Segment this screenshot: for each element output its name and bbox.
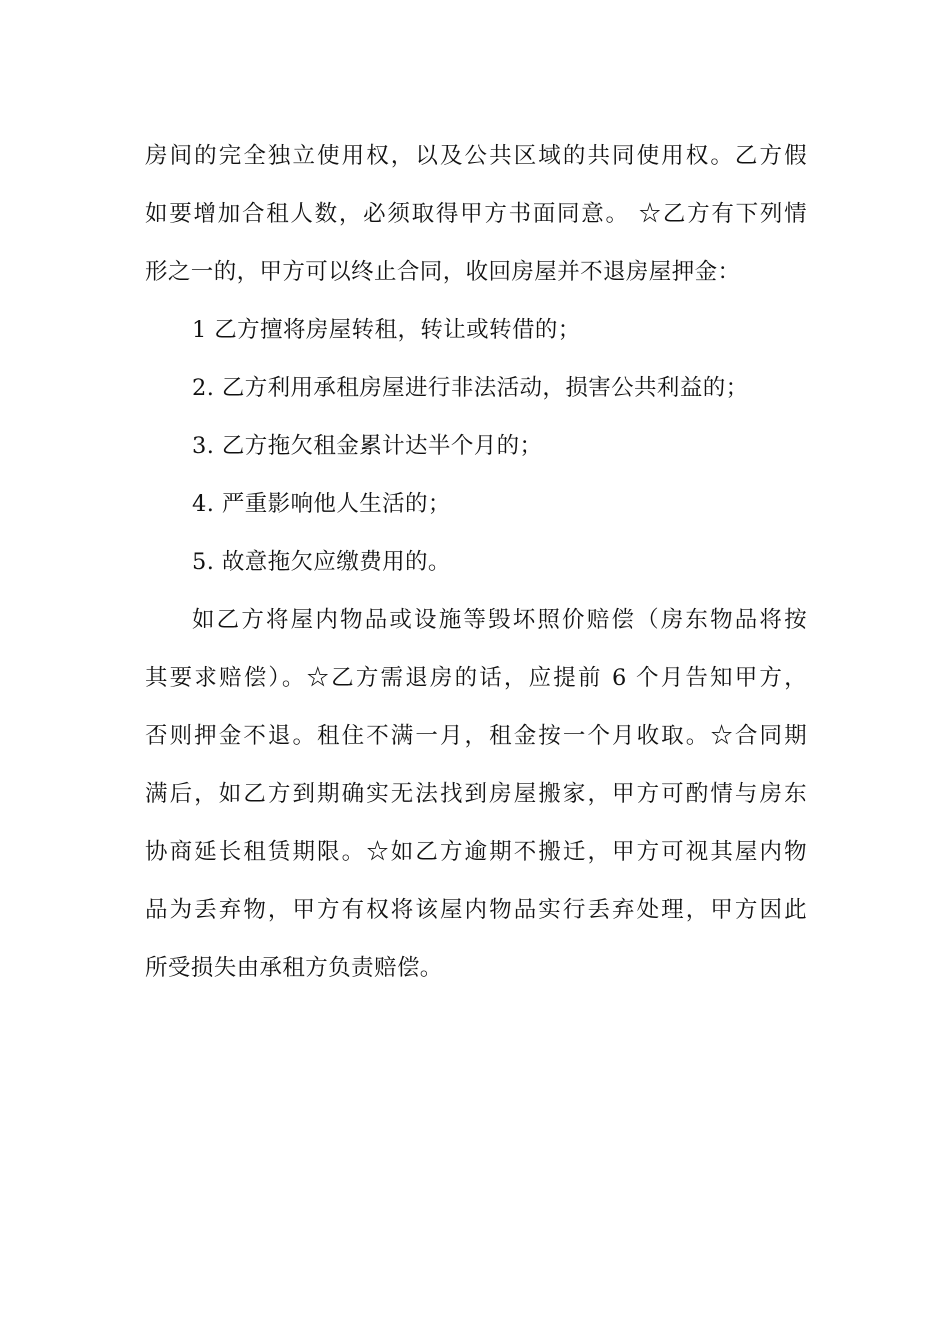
document-body <box>145 127 807 997</box>
list-item-1: 1 乙方擅将房屋转租，转让或转借的； <box>192 317 581 343</box>
text-line: 房间的完全独立使用权，以及公共区域的共同使用权。乙方假 <box>145 143 807 169</box>
text-line: 其要求赔偿）。☆乙方需退房的话，应提前 6 个月告知甲方， <box>145 665 807 691</box>
paragraph-start: 如乙方将屋内物品或设施等毁坏照价赔偿（房东物品将按 <box>192 607 807 633</box>
text-line: 形之一的，甲方可以终止合同，收回房屋并不退房屋押金： <box>145 259 741 285</box>
text-line: 如要增加合租人数，必须取得甲方书面同意。 ☆乙方有下列情 <box>145 201 807 227</box>
list-item-5: 5. 故意拖欠应缴费用的。 <box>192 549 451 575</box>
text-line: 品为丢弃物，甲方有权将该屋内物品实行丢弃处理，甲方因此 <box>145 897 807 923</box>
list-item-3: 3. 乙方拖欠租金累计达半个月的； <box>192 433 543 459</box>
text-line: 满后，如乙方到期确实无法找到房屋搬家，甲方可酌情与房东 <box>145 781 807 807</box>
list-item-2: 2. 乙方利用承租房屋进行非法活动，损害公共利益的； <box>192 375 749 401</box>
text-line: 否则押金不退。租住不满一月，租金按一个月收取。☆合同期 <box>145 723 807 749</box>
text-line: 协商延长租赁期限。☆如乙方逾期不搬迁，甲方可视其屋内物 <box>145 839 807 865</box>
list-item-4: 4. 严重影响他人生活的； <box>192 491 451 517</box>
text-line: 所受损失由承租方负责赔偿。 <box>145 955 443 981</box>
